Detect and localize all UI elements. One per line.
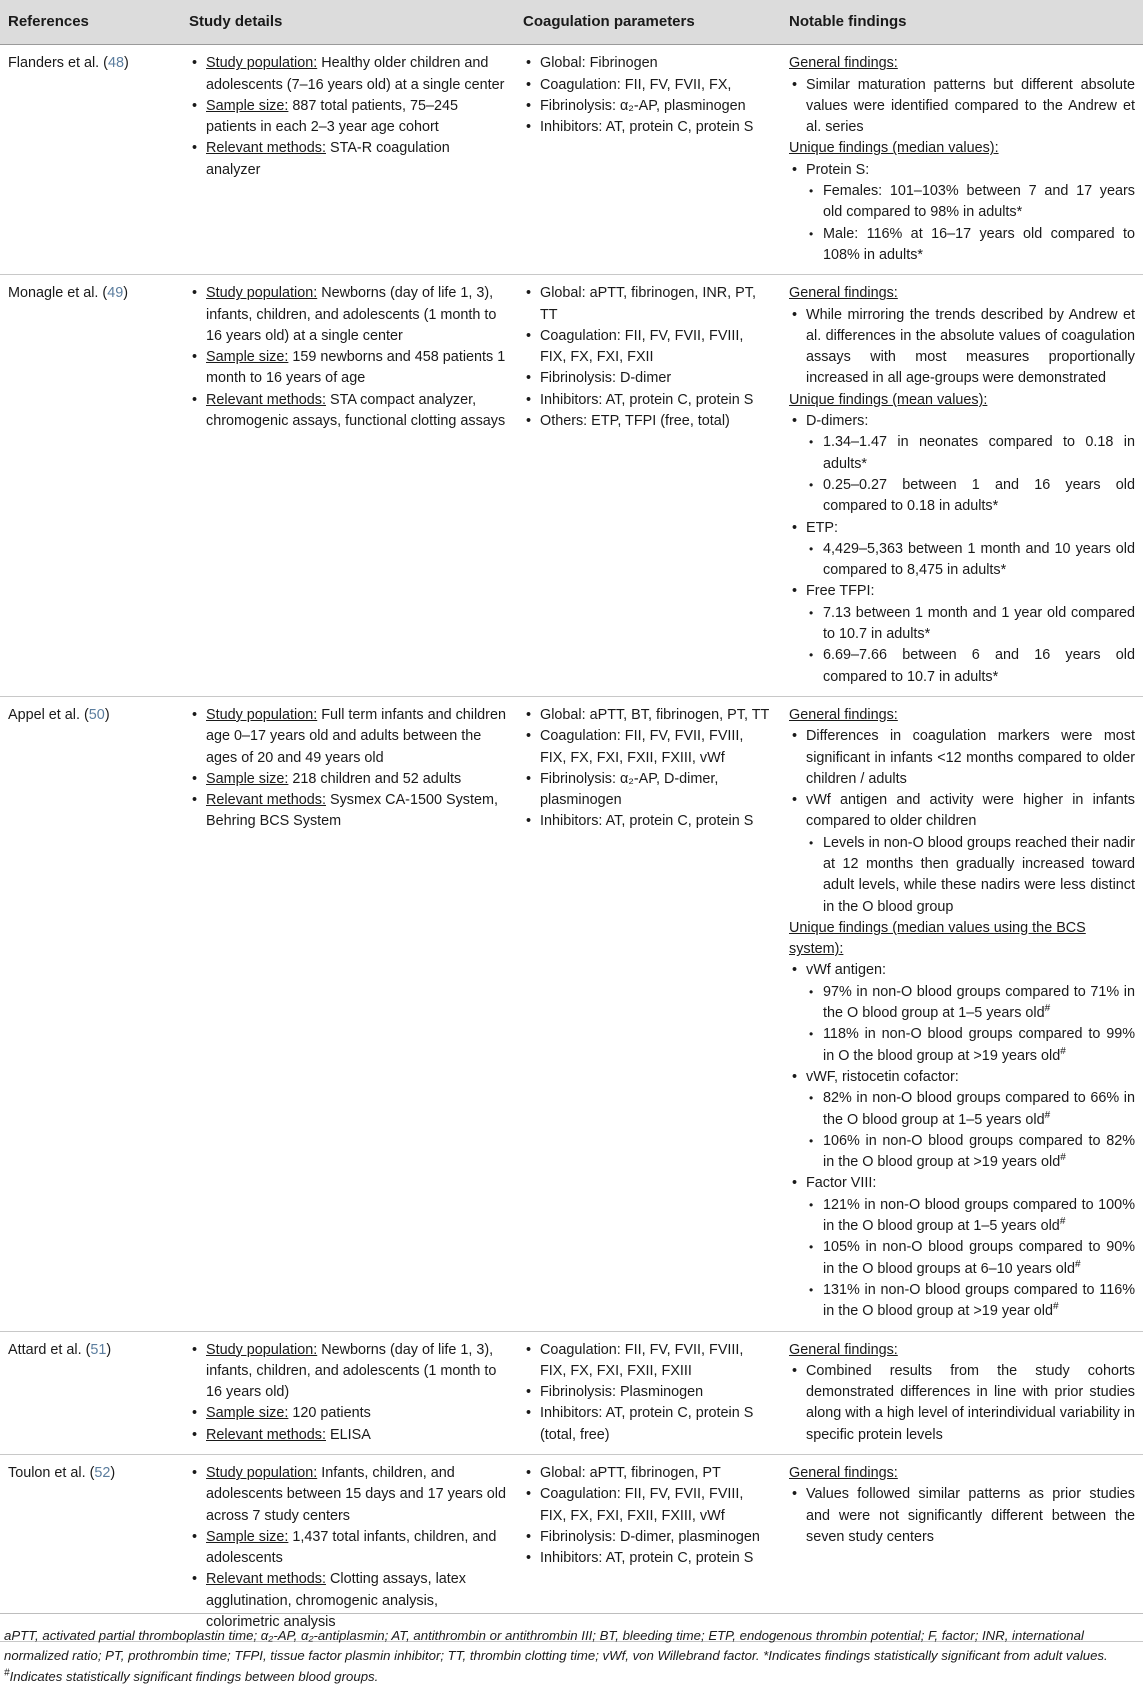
unique-finding-title: vWF, ristocetin cofactor:	[806, 1068, 959, 1085]
table-row	[0, 696, 1143, 1331]
unique-finding-item: • 7.13 between 1 month and 1 year old compared to 10.7 in adults*	[806, 603, 1135, 646]
reference-name: Monagle et al. (	[8, 285, 108, 302]
study-detail-text: 218 children and 52 adults	[288, 770, 462, 787]
reference-name: Appel et al. (	[8, 706, 89, 723]
study-details-cell	[181, 45, 515, 275]
general-finding-subitem: • Levels in non-O blood groups reached their nadir at 12 months then gradually increased toward adult levels, while these nadirs were less distinct in the O blood group	[806, 833, 1135, 918]
unique-finding-item: • 105% in non-O blood groups compared to 90% in the O blood groups at 6–10 years old#	[806, 1237, 1135, 1280]
unique-finding-item: • 121% in non-O blood groups compared to 100% in the O blood group at 1–5 years old#	[806, 1195, 1135, 1238]
unique-finding-item: • 4,429–5,363 between 1 month and 10 years old compared to 8,475 in adults*	[806, 539, 1135, 582]
study-detail-text: Full term infants and children age 0–17 years old and adults between the ages of 20 and 49 years old	[206, 706, 506, 766]
reference-link[interactable]: 50	[88, 706, 105, 723]
parameter-item: • Global: Fibrinogen	[523, 53, 773, 74]
study-detail-label: Relevant methods:	[206, 1426, 326, 1443]
reference-cell	[0, 45, 181, 275]
parameter-item: • Coagulation: FII, FV, FVII, FVIII, FIX, FX, FXI, FXII, FXIII, vWf	[523, 1484, 773, 1527]
parameter-item: • Fibrinolysis: α₂-AP, D-dimer, plasminogen	[523, 769, 773, 812]
general-finding-item: • Combined results from the study cohorts demonstrated differences in line with prior studies along with a high level of interindividual variability in specific protein levels	[789, 1361, 1135, 1446]
study-details-list	[189, 705, 507, 833]
study-details-list	[189, 283, 507, 432]
parameter-item: • Others: ETP, TFPI (free, total)	[523, 411, 773, 432]
coagulation-parameters-cell	[515, 1331, 781, 1454]
general-findings-list	[789, 726, 1135, 918]
unique-finding-title: vWf antigen:	[806, 962, 886, 979]
parameters-list	[523, 1340, 773, 1446]
unique-findings-label: Unique findings (median values using the BCS system):	[789, 919, 1086, 958]
unique-finding-item: • 97% in non-O blood groups compared to 71% in the O blood group at 1–5 years old#	[806, 982, 1135, 1025]
general-findings-list	[789, 75, 1135, 139]
general-finding-item	[789, 726, 1135, 790]
unique-finding-group	[789, 160, 1135, 266]
parameter-item: • Fibrinolysis: α₂-AP, plasminogen	[523, 96, 773, 117]
parameters-list	[523, 1463, 773, 1569]
parameter-item: • Fibrinolysis: D-dimer	[523, 368, 773, 389]
study-detail-text: 159 newborns and 458 patients 1 month to 16 years of age	[206, 349, 506, 387]
study-detail-item	[189, 1340, 507, 1404]
unique-finding-group	[789, 581, 1135, 687]
unique-finding-item: • 0.25–0.27 between 1 and 16 years old compared to 0.18 in adults*	[806, 475, 1135, 518]
unique-finding-sublist	[806, 1088, 1135, 1173]
parameters-list	[523, 283, 773, 432]
unique-finding-group	[789, 411, 1135, 517]
reference-link[interactable]: 48	[107, 55, 124, 72]
parameter-item: • Inhibitors: AT, protein C, protein S (total, free)	[523, 1403, 773, 1446]
parameter-item: • Global: aPTT, fibrinogen, PT	[523, 1463, 773, 1484]
unique-findings-list	[789, 160, 1135, 266]
reference-close: )	[104, 706, 110, 723]
study-detail-item	[189, 96, 507, 139]
unique-finding-group	[789, 960, 1135, 1066]
unique-finding-item: • 118% in non-O blood groups compared to 99% in O the blood group at >19 years old#	[806, 1024, 1135, 1067]
header-coagulation-parameters: Coagulation parameters	[515, 0, 781, 45]
notable-findings-cell	[781, 696, 1143, 1331]
study-detail-text: Healthy older children and adolescents (7–16 years old) at a single center	[206, 55, 505, 93]
study-detail-label: Sample size:	[206, 349, 289, 366]
reference-name: Flanders et al. (	[8, 55, 108, 72]
study-detail-label: Study population:	[206, 1465, 318, 1481]
general-finding-text: Differences in coagulation markers were most significant in infants <12 months compared to older children / adults	[806, 728, 1135, 787]
unique-finding-item: • 106% in non-O blood groups compared to 82% in the O blood group at >19 years old#	[806, 1131, 1135, 1174]
study-details-list	[189, 1463, 507, 1633]
study-detail-item	[189, 283, 507, 347]
study-detail-item	[189, 1403, 507, 1424]
footnote-divider	[0, 1613, 1143, 1614]
unique-finding-title: Factor VIII:	[806, 1175, 877, 1192]
reference-name: Attard et al. (	[8, 1341, 91, 1358]
general-finding-sublist	[806, 833, 1135, 918]
general-finding-item: • While mirroring the trends described by Andrew et al. differences in the absolute values of coagulation assays with most measures proportionally increased in all age-groups were demonstrated	[789, 305, 1135, 390]
general-findings-list	[789, 1361, 1135, 1446]
unique-finding-title: Free TFPI:	[806, 583, 875, 600]
general-finding-item: • Similar maturation patterns but different absolute values were identified compared to the Andrew et al. series	[789, 75, 1135, 139]
unique-finding-sublist	[806, 181, 1135, 266]
study-detail-text: 120 patients	[288, 1405, 371, 1422]
study-detail-item	[189, 138, 507, 181]
coagulation-parameters-cell	[515, 275, 781, 697]
parameter-item: • Inhibitors: AT, protein C, protein S	[523, 1548, 773, 1569]
parameter-item: • Global: aPTT, fibrinogen, INR, PT, TT	[523, 283, 773, 326]
header-notable-findings: Notable findings	[781, 0, 1143, 45]
general-finding-item: • Values followed similar patterns as prior studies and were not significantly different between the seven study centers	[789, 1484, 1135, 1548]
unique-findings-label: Unique findings (median values):	[789, 140, 999, 157]
notable-findings-cell	[781, 45, 1143, 275]
reference-close: )	[110, 1465, 116, 1481]
study-detail-text: ELISA	[326, 1426, 371, 1443]
study-detail-item	[189, 53, 507, 96]
reference-name: Toulon et al. (	[8, 1465, 95, 1481]
unique-finding-title: Protein S:	[806, 161, 870, 178]
study-details-list	[189, 1340, 507, 1446]
header-references: References	[0, 0, 181, 45]
parameter-item: • Fibrinolysis: Plasminogen	[523, 1382, 773, 1403]
table-row	[0, 1331, 1143, 1454]
study-details-cell	[181, 275, 515, 697]
reference-link[interactable]: 51	[90, 1341, 107, 1358]
reference-close: )	[124, 55, 129, 72]
reference-link[interactable]: 52	[94, 1465, 111, 1481]
study-detail-text: STA-R coagulation analyzer	[206, 140, 450, 178]
unique-finding-item: • 6.69–7.66 between 6 and 16 years old compared to 10.7 in adults*	[806, 645, 1135, 688]
table-row	[0, 275, 1143, 697]
table-body	[0, 45, 1143, 1642]
study-detail-item	[189, 347, 507, 390]
parameter-item: • Inhibitors: AT, protein C, protein S	[523, 811, 773, 832]
table-row	[0, 45, 1143, 275]
table-header-row	[0, 0, 1143, 45]
study-detail-label: Study population:	[206, 1341, 318, 1358]
study-detail-text: 887 total patients, 75–245 patients in each 2–3 year age cohort	[206, 97, 459, 136]
general-finding-item	[789, 790, 1135, 918]
study-detail-text: Sysmex CA-1500 System, Behring BCS System	[206, 792, 498, 830]
study-detail-text: Clotting assays, latex agglutination, chromogenic analysis, colorimetric analysis	[206, 1571, 466, 1631]
parameter-item: • Inhibitors: AT, protein C, protein S	[523, 390, 773, 411]
study-detail-label: Sample size:	[206, 1405, 289, 1422]
study-details-cell	[181, 696, 515, 1331]
study-detail-item	[189, 1425, 507, 1446]
study-detail-label: Sample size:	[206, 97, 289, 114]
study-detail-item	[189, 790, 507, 833]
study-detail-label: Study population:	[206, 55, 318, 72]
study-detail-label: Relevant methods:	[206, 792, 326, 809]
unique-findings-list	[789, 960, 1135, 1322]
study-detail-text: Newborns (day of life 1, 3), infants, children, and adolescents (1 month to 16 years old) at a single center	[206, 285, 497, 344]
study-detail-text: Infants, children, and adolescents between 15 days and 17 years old across 7 study centers	[206, 1465, 507, 1524]
unique-findings-label: Unique findings (mean values):	[789, 391, 988, 408]
reference-cell	[0, 696, 181, 1331]
unique-finding-group	[789, 1067, 1135, 1173]
study-detail-label: Study population:	[206, 706, 318, 723]
coagulation-parameters-cell	[515, 696, 781, 1331]
reference-close: )	[123, 285, 129, 302]
coagulation-parameters-cell	[515, 45, 781, 275]
unique-finding-item: • 1.34–1.47 in neonates compared to 0.18 in adults*	[806, 432, 1135, 475]
general-findings-label: General findings:	[789, 1465, 898, 1481]
study-detail-item	[189, 705, 507, 769]
general-findings-list	[789, 1484, 1135, 1548]
reference-close: )	[106, 1341, 112, 1358]
study-detail-item	[189, 1527, 507, 1570]
study-detail-text: STA compact analyzer, chromogenic assays, functional clotting assays	[206, 391, 506, 430]
notable-findings-cell	[781, 1331, 1143, 1454]
parameter-item: • Global: aPTT, BT, fibrinogen, PT, TT	[523, 705, 773, 726]
study-details-list	[189, 53, 507, 181]
study-detail-label: Study population:	[206, 285, 318, 302]
parameter-item: • Coagulation: FII, FV, FVII, FVIII, FIX, FX, FXI, FXII, FXIII, vWf	[523, 726, 773, 769]
parameter-item: • Coagulation: FII, FV, FVII, FVIII, FIX, FX, FXI, FXII, FXIII	[523, 1340, 773, 1383]
reference-cell	[0, 1331, 181, 1454]
parameters-list	[523, 705, 773, 833]
notable-findings-cell	[781, 275, 1143, 697]
unique-finding-title: ETP:	[806, 519, 838, 536]
general-findings-label: General findings:	[789, 706, 898, 723]
study-detail-item	[189, 1569, 507, 1633]
parameter-item: • Coagulation: FII, FV, FVII, FVIII, FIX, FX, FXI, FXII	[523, 326, 773, 369]
general-findings-label: General findings:	[789, 55, 898, 72]
unique-finding-item: • 131% in non-O blood groups compared to 116% in the O blood group at >19 year old#	[806, 1280, 1135, 1323]
parameter-item: • Inhibitors: AT, protein C, protein S	[523, 117, 773, 138]
reference-link[interactable]: 49	[107, 285, 124, 302]
general-finding-text: vWf antigen and activity were higher in infants compared to older children	[806, 792, 1135, 830]
unique-finding-sublist	[806, 982, 1135, 1067]
study-detail-label: Relevant methods:	[206, 140, 326, 157]
study-detail-text: 1,437 total infants, children, and adolescents	[206, 1528, 497, 1567]
general-findings-list	[789, 305, 1135, 390]
unique-finding-item: • Females: 101–103% between 7 and 17 years old compared to 98% in adults*	[806, 181, 1135, 224]
unique-findings-list	[789, 411, 1135, 688]
unique-finding-sublist	[806, 1195, 1135, 1323]
unique-finding-group	[789, 1173, 1135, 1322]
study-details-cell	[181, 1331, 515, 1454]
study-detail-label: Relevant methods:	[206, 391, 326, 408]
study-detail-item	[189, 1463, 507, 1527]
reference-cell	[0, 275, 181, 697]
unique-finding-item: • Male: 116% at 16–17 years old compared to 108% in adults*	[806, 224, 1135, 267]
table-footnote: aPTT, activated partial thromboplastin time; α₂-AP, α₂-antiplasmin; AT, antithrombin or antithrombin III; BT, bleeding time; ETP, endogenous thrombin potential; F, factor; INR, international normalized ratio; PT, prothrombin time; TFPI, tissue factor plasmin inhibitor; TT, thrombin clotting time; vWf, von Willebrand factor. *Indicates findings statistically significant from adult values. #Indicates statistically significant findings between blood groups.	[4, 1628, 1108, 1684]
unique-finding-group	[789, 518, 1135, 582]
unique-finding-sublist	[806, 539, 1135, 582]
study-detail-text: Newborns (day of life 1, 3), infants, children, and adolescents (1 month to 16 years old)	[206, 1341, 497, 1401]
parameter-item: • Fibrinolysis: D-dimer, plasminogen	[523, 1527, 773, 1548]
study-detail-label: Sample size:	[206, 1528, 289, 1545]
general-findings-label: General findings:	[789, 1341, 898, 1358]
study-detail-item	[189, 769, 507, 790]
study-detail-label: Relevant methods:	[206, 1571, 326, 1588]
unique-finding-sublist	[806, 603, 1135, 688]
unique-finding-sublist	[806, 432, 1135, 517]
unique-finding-item: • 82% in non-O blood groups compared to 66% in the O blood group at 1–5 years old#	[806, 1088, 1135, 1131]
parameter-item: • Coagulation: FII, FV, FVII, FX,	[523, 75, 773, 96]
study-detail-label: Sample size:	[206, 770, 289, 787]
parameters-list	[523, 53, 773, 138]
header-study-details: Study details	[181, 0, 515, 45]
study-detail-item	[189, 390, 507, 433]
unique-finding-title: D-dimers:	[806, 413, 869, 430]
general-findings-label: General findings:	[789, 285, 898, 302]
